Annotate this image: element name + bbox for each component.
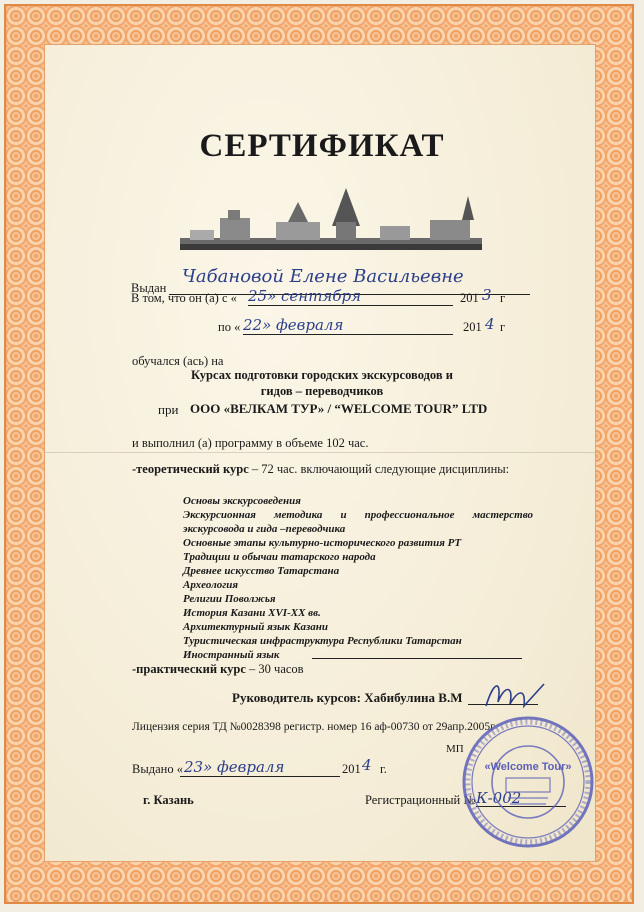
theory-line [132,462,509,477]
discipline-item: Археология [183,579,239,591]
theory-label: -теоретический курс [132,462,249,476]
course-head: Руководитель курсов: Хабибулина В.М [232,690,463,705]
from-year-prefix: 201 [460,291,479,305]
issued-label: Выдано « [132,762,183,776]
discipline-item: Основы экскурсоведения [183,495,301,507]
signature-illustration [480,676,550,716]
to-date-underline [243,334,453,335]
to-date: 22» февраля [243,316,344,334]
discipline-item: Иностранный язык [183,649,280,661]
issued-to-name: Чабановой Елене Васильевне [182,266,464,287]
to-year-suffix: г [500,320,506,334]
kazan-skyline-illustration [180,182,482,254]
from-label: В том, что он (а) с « [131,291,237,305]
city-label: г. Казань [143,793,194,807]
stamp-label: «Welcome Tour» [484,761,572,773]
practice-line [132,662,304,677]
discipline-item: Экскурсионная методика и профессиональное мастерство [183,509,533,521]
from-date-underline [248,305,453,306]
discipline-item: Традиции и обычаи татарского народа [183,551,376,563]
language-underline [312,658,522,659]
discipline-item: История Казани XVI-XX вв. [183,607,321,619]
discipline-item: Религии Поволжья [183,593,276,605]
issued-year-digit: 4 [362,756,372,774]
discipline-item: Туристическая инфраструктура Республики Татарстан [183,635,462,647]
issued-date-underline [180,776,340,777]
from-date: 25» сентября [248,287,362,305]
discipline-item: экскурсовода и гида –переводчика [183,523,346,535]
disciplines-list [183,495,533,663]
studied-label: обучался (ась) на [132,354,224,368]
fold-crease [44,452,596,453]
official-seal-stamp [458,712,598,852]
theory-rest: – 72 час. включающий следующие дисциплины: [248,462,510,476]
from-year-digit: 3 [482,286,492,304]
to-label: по « [218,320,241,334]
discipline-item: Основные этапы культурно-исторического развития РТ [183,537,462,549]
from-year-suffix: г [500,291,506,305]
discipline-item: Архитектурный язык Казани [183,621,328,633]
license-text: Лицензия серия ТД №0028398 регистр. номер 16 аф-00730 от 29апр.2005г [132,721,495,733]
to-year-digit: 4 [485,315,495,333]
to-year-prefix: 201 [463,320,482,334]
certificate-title: СЕРТИФИКАТ [199,128,445,164]
issued-date: 23» февраля [184,758,285,776]
discipline-item: Древнее искусство Татарстана [183,565,340,577]
reg-number: К-002 [476,789,522,807]
mp-mark: МП [446,743,464,755]
issued-year-prefix: 201 [342,762,361,776]
issued-to-label: Выдан [131,281,167,295]
org-name: ООО «ВЕЛКАМ ТУР» / “WELCOME TOUR” LTD [190,401,488,416]
practice-label: -практический курс [132,662,246,676]
course-title-line1: Курсах подготовки городских экскурсоводов и [191,368,453,382]
practice-rest: – 30 часов [245,662,304,676]
course-title-line2: гидов – переводчиков [260,384,384,398]
reg-label: Регистрационный № [365,793,476,807]
program-text: и выполнил (а) программу в объеме 102 час. [132,436,369,450]
org-prefix: при [158,402,179,417]
issued-year-suffix: г. [380,762,387,776]
